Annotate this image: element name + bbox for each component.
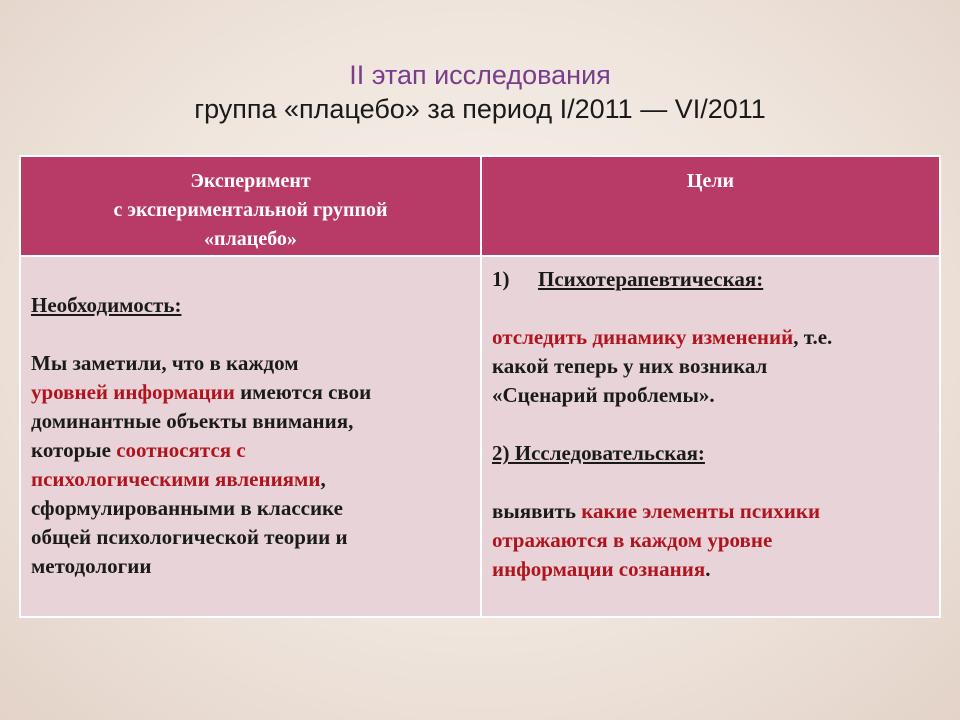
header-goals-label: Цели bbox=[686, 170, 735, 192]
necessity-line: общей психологической теории и bbox=[31, 525, 348, 549]
goal-2-line bbox=[492, 555, 929, 584]
necessity-heading: Необходимость: bbox=[31, 293, 182, 317]
highlight-psych-phenomena: психологическими явлениями bbox=[31, 467, 321, 491]
necessity-line: методологии bbox=[31, 554, 152, 578]
header-goals bbox=[482, 157, 939, 255]
necessity-line: Мы заметили, что в каждом bbox=[31, 351, 299, 375]
goal-2-line: отражаются в каждом уровне bbox=[492, 528, 773, 552]
goals-cell bbox=[482, 255, 939, 616]
necessity-cell bbox=[21, 255, 482, 616]
necessity-line: сформулированными в классике bbox=[31, 496, 343, 520]
goal-1-text-part: , т.е. bbox=[793, 325, 833, 349]
goal-1-line: «Сценарий проблемы». bbox=[492, 383, 715, 407]
highlight-info-levels: уровней информации bbox=[31, 380, 235, 404]
goal-1-line: какой теперь у них возникал bbox=[492, 354, 768, 378]
necessity-text-part: которые bbox=[31, 438, 117, 462]
goal-1-heading bbox=[492, 265, 929, 294]
header-experiment-line1: Эксперимент bbox=[190, 170, 311, 192]
header-experiment bbox=[21, 157, 482, 255]
goal-2-text bbox=[492, 497, 929, 584]
highlight-consciousness-info: информации сознания bbox=[492, 557, 706, 581]
highlight-track-dynamics: отследить динамику изменений bbox=[492, 325, 794, 349]
necessity-line bbox=[31, 378, 470, 407]
necessity-line bbox=[31, 436, 470, 465]
goal-1-title: Психотерапевтическая: bbox=[538, 267, 764, 291]
header-experiment-line2: с экспериментальной группой bbox=[113, 199, 388, 221]
necessity-text-part: , bbox=[320, 467, 326, 491]
goal-2-title: 2) Исследовательская: bbox=[492, 441, 705, 465]
title-stage: II этап исследования bbox=[349, 60, 611, 90]
goal-1-number: 1) bbox=[492, 267, 510, 291]
title-group-period: группа «плацебо» за период I/2011 — VI/2011 bbox=[194, 94, 766, 124]
necessity-line bbox=[31, 465, 470, 494]
highlight-correlate: соотносятся с bbox=[116, 438, 246, 462]
goal-2-line bbox=[492, 497, 929, 526]
goal-2-text-part: . bbox=[705, 557, 711, 581]
highlight-psyche-elements: какие элементы психики bbox=[581, 499, 821, 523]
goal-1-line bbox=[492, 323, 929, 352]
slide-title bbox=[0, 58, 960, 126]
necessity-text-part: имеются свои bbox=[234, 380, 372, 404]
experiment-table bbox=[19, 155, 941, 618]
necessity-line: доминантные объекты внимания, bbox=[31, 409, 354, 433]
necessity-text bbox=[31, 349, 470, 581]
goal-2-text-part: выявить bbox=[492, 499, 582, 523]
header-experiment-line3: «плацебо» bbox=[204, 228, 297, 250]
goal-1-text bbox=[492, 323, 929, 410]
